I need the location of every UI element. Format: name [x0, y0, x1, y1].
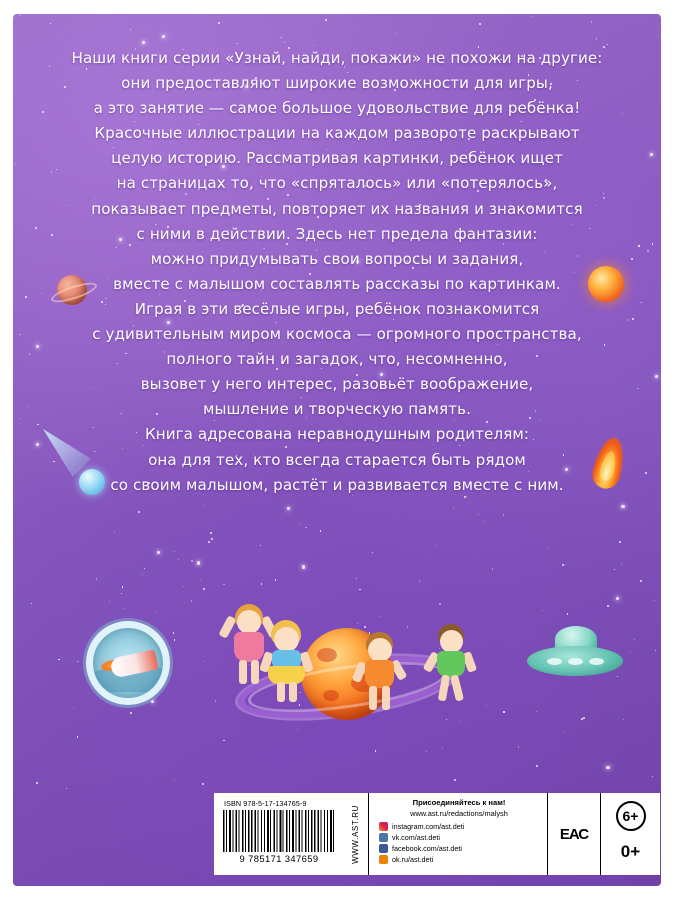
star	[200, 580, 201, 581]
star	[202, 783, 204, 785]
child-head	[440, 630, 463, 653]
star	[503, 711, 504, 712]
social-handle: ok.ru/ast.deti	[392, 855, 434, 864]
blurb-line: вместе с малышом составлять рассказы по картинкам.	[113, 274, 561, 293]
social-block	[368, 793, 548, 875]
star	[50, 23, 51, 24]
child-head	[368, 638, 392, 662]
star	[218, 22, 220, 24]
star	[325, 19, 327, 21]
star	[483, 521, 484, 522]
blurb-line: на страницах то, что «спряталось» или «потерялось»,	[116, 174, 558, 193]
star	[478, 514, 479, 515]
social-title: Присоединяйтесь к нам!	[412, 798, 506, 807]
star	[36, 782, 38, 784]
star	[211, 538, 213, 540]
social-links-list	[379, 821, 539, 865]
star	[375, 750, 376, 751]
social-handle: facebook.com/ast.deti	[392, 844, 462, 853]
star	[27, 406, 28, 407]
star	[287, 507, 290, 510]
blurb-line: вызовет у него интерес, разовьёт воображение,	[140, 375, 534, 394]
blurb-line: показывает предметы, повторяет их названия и знакомится	[91, 199, 583, 218]
ufo-port	[589, 658, 604, 665]
barcode-image	[223, 810, 335, 852]
star	[567, 613, 568, 614]
star	[359, 589, 360, 590]
eac-mark-block	[548, 793, 600, 875]
star	[142, 41, 145, 44]
star	[157, 551, 160, 554]
star	[300, 523, 301, 524]
child-head	[274, 627, 299, 652]
rocket-porthole-icon	[86, 621, 170, 705]
blurb-line: Книга адресована неравнодушным родителям:	[144, 425, 530, 444]
blurb-line: со своим малышом, растёт и развивается вместе с ним.	[110, 475, 564, 494]
odnoklassniki-icon	[379, 855, 388, 864]
star	[621, 564, 622, 565]
child-leg	[277, 682, 285, 702]
star	[210, 532, 212, 534]
star	[284, 42, 285, 43]
star	[114, 532, 115, 533]
star	[121, 593, 122, 594]
star	[634, 639, 635, 640]
star	[542, 610, 543, 611]
star	[174, 551, 175, 552]
star	[652, 776, 653, 777]
star	[621, 505, 624, 508]
star	[426, 751, 427, 752]
star	[655, 375, 658, 378]
star	[73, 707, 74, 708]
star	[655, 650, 656, 651]
social-handle: vk.com/ast.deti	[392, 833, 440, 842]
child-leg	[438, 675, 450, 702]
star	[77, 736, 78, 737]
star	[492, 568, 493, 569]
star	[173, 632, 174, 633]
star	[536, 711, 537, 712]
star	[29, 353, 30, 354]
star	[536, 765, 538, 767]
star	[320, 530, 321, 531]
star	[372, 552, 373, 553]
star	[58, 659, 59, 660]
child-leg	[369, 686, 377, 710]
star	[607, 605, 609, 607]
child-body	[365, 660, 394, 688]
publisher-site-vertical	[342, 793, 368, 875]
star	[96, 578, 97, 579]
age-rating-badge-6plus: 6+	[616, 801, 646, 831]
star	[122, 586, 123, 587]
blurb-line: Наши книги серии «Узнай, найди, покажи» не похожи на другие:	[71, 49, 603, 67]
star	[123, 608, 124, 609]
star	[591, 21, 592, 22]
star	[142, 574, 143, 575]
star	[109, 601, 110, 602]
child-leg	[251, 660, 259, 684]
star	[191, 600, 192, 601]
star	[19, 334, 20, 335]
instagram-icon	[379, 822, 388, 831]
social-link-row[interactable]	[379, 854, 539, 865]
child-leg	[450, 674, 464, 701]
star	[652, 243, 653, 244]
publisher-site-text: WWW.AST.RU	[350, 804, 360, 864]
child-leg	[382, 686, 390, 710]
child-figure	[425, 622, 479, 706]
blurb-line: а это занятие — самое большое удовольствие для ребёнка!	[93, 99, 581, 118]
facebook-icon	[379, 844, 388, 853]
star	[616, 597, 619, 600]
blurb-line: можно придумывать свои вопросы и задания,	[150, 249, 524, 268]
star	[261, 583, 262, 584]
barcode-block	[214, 793, 342, 875]
blurb-line: целую историю. Рассматривая картинки, ребёнок ищет	[111, 149, 563, 168]
star	[155, 611, 156, 612]
child-figure	[259, 618, 315, 704]
star	[619, 541, 621, 543]
star	[19, 15, 20, 16]
child-leg	[289, 682, 297, 702]
star	[151, 700, 154, 703]
child-skirt	[268, 666, 305, 684]
child-figure	[353, 630, 407, 714]
ringed-planet-with-children-illustration	[203, 602, 503, 747]
child-leg	[239, 660, 247, 684]
star	[280, 37, 281, 38]
social-handle: instagram.com/ast.deti	[392, 822, 465, 831]
star	[191, 560, 192, 561]
blurb-line: она для тех, кто всегда старается быть рядом	[148, 450, 526, 469]
star	[144, 568, 145, 569]
social-url: www.ast.ru/redactions/malysh	[410, 809, 508, 818]
ufo-port	[568, 658, 583, 665]
star	[130, 712, 132, 714]
isbn-label: ISBN 978-5-17-134765-9	[224, 799, 307, 808]
star	[419, 580, 420, 581]
star	[658, 35, 659, 36]
star	[183, 586, 184, 587]
star	[647, 250, 648, 251]
star	[302, 565, 305, 568]
blurb-line: с удивительным миром космоса — огромного пространства,	[92, 325, 582, 344]
blurb-line: с ними в действии. Здесь нет предела фантазии:	[136, 224, 538, 243]
star	[356, 578, 357, 579]
star	[640, 580, 642, 582]
star	[260, 545, 261, 546]
star	[454, 779, 456, 781]
age-rating-block	[600, 793, 660, 875]
planet-spot	[317, 648, 337, 662]
star	[15, 163, 16, 164]
star	[518, 746, 519, 747]
star	[614, 569, 615, 570]
child-body	[437, 651, 465, 677]
cover-footer-strip	[214, 793, 660, 875]
star	[77, 661, 78, 662]
star	[174, 639, 175, 640]
star	[174, 779, 175, 780]
blurb-line: Красочные иллюстрации на каждом развороте раскрывают	[94, 124, 580, 143]
star	[442, 748, 443, 749]
star	[630, 652, 631, 653]
star	[596, 38, 597, 39]
star	[236, 43, 237, 44]
star	[503, 514, 504, 515]
star	[395, 33, 396, 34]
star	[305, 527, 306, 528]
star	[208, 541, 210, 543]
star	[623, 719, 624, 720]
star	[275, 579, 276, 580]
star	[435, 545, 436, 546]
vk-icon	[379, 833, 388, 842]
social-link-row[interactable]	[379, 843, 539, 854]
blurb-line: полного тайн и загадок, что, несомненно,	[166, 350, 508, 369]
star	[583, 717, 585, 719]
back-cover-blurb	[33, 46, 641, 498]
star	[565, 564, 566, 565]
star	[654, 600, 655, 601]
star	[203, 588, 205, 590]
star	[204, 505, 205, 506]
star	[479, 23, 481, 25]
star	[562, 564, 564, 566]
star	[197, 561, 200, 564]
barcode-digits: 9 785171 347659	[239, 853, 319, 864]
social-link-row[interactable]	[379, 832, 539, 843]
star	[532, 16, 533, 17]
star	[130, 29, 131, 30]
star	[606, 766, 609, 769]
flying-saucer-icon	[527, 626, 623, 688]
star	[178, 559, 179, 560]
star	[564, 732, 565, 733]
ufo-port	[547, 658, 562, 665]
eac-mark: ЕАС	[559, 825, 589, 843]
star	[645, 472, 647, 474]
star	[31, 603, 32, 604]
child-head	[237, 610, 261, 634]
age-rating-badge-0plus: 0+	[620, 842, 641, 861]
star	[650, 153, 653, 156]
star	[25, 296, 27, 298]
star	[547, 547, 548, 548]
star	[19, 418, 20, 419]
star	[453, 508, 454, 509]
blurb-line: Играя в эти весёлые игры, ребёнок познакомится	[134, 299, 540, 318]
star	[66, 788, 67, 789]
star	[138, 511, 140, 513]
blurb-line: они предоставляют широкие возможности для игры,	[121, 74, 553, 93]
book-cover	[13, 14, 661, 886]
star	[223, 584, 224, 585]
star	[162, 35, 165, 38]
social-link-row[interactable]	[379, 821, 539, 832]
blurb-line: мышление и творческую память.	[203, 400, 471, 419]
